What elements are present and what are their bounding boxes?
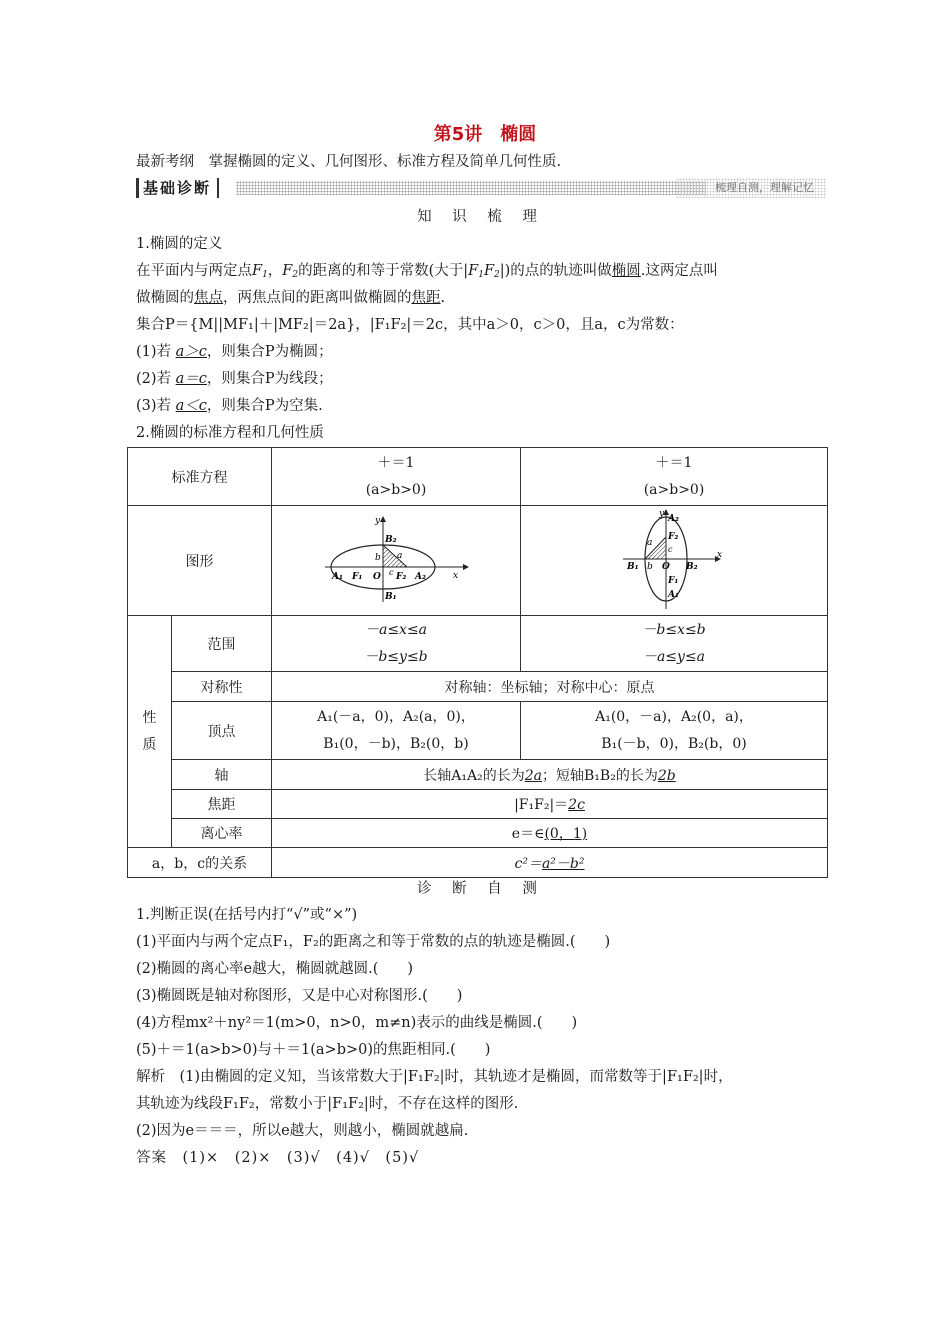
prop-char: 质 [142, 736, 157, 753]
focal-value [272, 790, 828, 819]
fig-label: c [389, 567, 394, 577]
range-value: －a≤y≤a [642, 648, 706, 665]
row-focal [128, 790, 828, 819]
range-value: －a≤x≤a [364, 621, 428, 638]
vertex-value: A₁(－a，0)，A₂(a，0)， [317, 708, 475, 725]
case-cond: a＝c [175, 371, 207, 387]
focal-text: |F₁F₂|＝ [514, 797, 569, 813]
range-value: －b≤y≤b [364, 648, 428, 665]
std-col2 [521, 448, 828, 506]
vertical-ellipse-figure [619, 507, 729, 611]
section1-heading: 1.椭圆的定义 [136, 236, 223, 252]
fig-label: a [647, 537, 653, 548]
axis-text: ；短轴B₁B₂的长为 [542, 767, 658, 784]
row-axis [128, 760, 828, 790]
horizontal-ellipse-figure [321, 514, 471, 604]
definition-line-1: 在平面内与两定点$F_1$，$F_2$的距离的和等于常数(大于$|F_1F_2|$)的点的轨迹叫做椭圆.这两定点叫 [136, 263, 718, 280]
section-banner [136, 178, 826, 198]
sym-value: 对称轴：坐标轴；对称中心：原点 [272, 672, 828, 702]
std-col1 [272, 448, 521, 506]
axis-long: 2a [524, 767, 543, 784]
jiexi-line: 解析 (1)由椭圆的定义知，当该常数大于|F₁F₂|时，其轨迹才是椭圆，而常数等于|F₁F₂|时， [136, 1069, 733, 1085]
x-arrow [463, 564, 469, 570]
answer-line: 答案 (1)× (2)× (3)√ (4)√ (5)√ [136, 1150, 420, 1166]
fig-label: A₁ [668, 589, 679, 600]
vertex-value: B₁(0，－b)，B₂(0，b) [323, 735, 469, 752]
fig-label: x [717, 549, 723, 560]
case-cond: a＜c [175, 398, 207, 414]
fig-label: B₁ [385, 591, 397, 602]
q1-item: (3)椭圆既是轴对称图形，又是中心对称图形.( ) [136, 988, 463, 1004]
row-relation [128, 848, 828, 878]
row-standard-equation [128, 448, 828, 506]
row-symmetry [128, 672, 828, 702]
vertex-value: A₁(0，－a)，A₂(0，a)， [595, 708, 753, 725]
properties-table [127, 447, 828, 878]
graph-vertical-cell [521, 506, 828, 616]
fig-label: y [375, 515, 381, 526]
hatched-triangle [383, 545, 407, 567]
fig-label: A₂ [668, 513, 679, 524]
row-eccentricity [128, 819, 828, 848]
axis-value [272, 760, 828, 790]
graph-horizontal-cell [272, 506, 521, 616]
q1-item: (4)方程mx²＋ny²＝1(m>0，n>0，m≠n)表示的曲线是椭圆.( ) [136, 1015, 578, 1031]
fig-label: F₂ [396, 571, 407, 582]
f1-symbol: $F_1$ [252, 263, 268, 280]
definition-line-2: 做椭圆的焦点，两焦点间的距离叫做椭圆的焦距. [136, 290, 446, 306]
sym-label: 对称性 [172, 672, 272, 702]
prop-char: 性 [142, 709, 157, 726]
rel-value [272, 848, 828, 878]
case-cond: a＞c [175, 344, 207, 360]
zhenduan-heading: 诊 断 自 测 [417, 881, 545, 897]
kaogang-line [136, 150, 826, 174]
std-label: 标准方程 [128, 448, 272, 506]
axis-short: 2b [657, 767, 676, 784]
vertex-col1 [272, 702, 521, 760]
fig-label: x [453, 570, 459, 581]
fig-label: B₂ [385, 534, 397, 545]
banner-tag: 基础诊断 [136, 178, 219, 198]
vertex-col2 [521, 702, 828, 760]
f2-symbol: $F_2$ [282, 263, 299, 280]
row-range [128, 616, 828, 672]
case-2 [136, 366, 826, 393]
fig-label: A₁ [332, 571, 343, 582]
case-post: ，则集合P为线段； [206, 371, 333, 387]
fig-label: c [668, 544, 673, 554]
term-focal-distance: 焦距 [411, 290, 441, 306]
vertex-label: 顶点 [172, 702, 272, 760]
case-post: ，则集合P为椭圆； [206, 344, 333, 360]
case-3 [136, 393, 826, 420]
zhishi-heading: 知 识 梳 理 [417, 209, 545, 225]
axis-text: 长轴A₁A₂的长为 [423, 767, 525, 784]
std-cond: (a>b>0) [365, 481, 427, 498]
fig-label: F₁ [352, 571, 363, 582]
row-vertex [128, 702, 828, 760]
section2-heading: 2.椭圆的标准方程和几何性质 [136, 425, 324, 441]
ecc-text: e＝∈ [511, 826, 545, 842]
std-eq: ＋＝1 [377, 454, 415, 471]
banner-dots [236, 181, 706, 195]
std-cond: (a>b>0) [643, 481, 705, 498]
banner-right-text: 梳理自测，理解记忆 [676, 178, 826, 198]
case-pre: (2)若 [136, 371, 176, 387]
q1-heading: 1.判断正误(在括号内打“√”或“×”) [136, 907, 358, 923]
f1f2-symbol: $F_1F_2$ [468, 263, 500, 280]
fig-label: b [375, 552, 381, 563]
ecc-value [272, 819, 828, 848]
def-text: .这两定点叫 [640, 263, 718, 279]
fig-label: O [373, 571, 381, 582]
set-definition: 集合P＝{M||MF₁|＋|MF₂|＝2a}，|F₁F₂|＝2c，其中a＞0，c＞0，且a，c为常数： [136, 317, 684, 333]
row-graph [128, 506, 828, 616]
graph-label: 图形 [128, 506, 272, 616]
term-focus: 焦点 [194, 290, 223, 306]
def-text: 做椭圆的 [136, 290, 194, 306]
y-arrow [380, 516, 386, 522]
std-eq: ＋＝1 [655, 454, 693, 471]
ecc-label: 离心率 [172, 819, 272, 848]
def-text: ，两焦点间的距离叫做椭圆的 [223, 290, 412, 306]
vertex-value: B₁(－b，0)，B₂(b，0) [601, 735, 747, 752]
jiexi-line: 其轨迹为线段F₁F₂，常数小于|F₁F₂|时，不存在这样的图形. [136, 1096, 519, 1112]
fig-label: a [397, 550, 403, 561]
fig-label: F₂ [668, 531, 679, 542]
range-col1 [272, 616, 521, 672]
document-page [136, 120, 826, 1172]
fig-label: A₂ [415, 571, 426, 582]
q1-item: (5)＋＝1(a>b>0)与＋＝1(a>b>0)的焦距相同.( ) [136, 1042, 491, 1058]
axis-label: 轴 [172, 760, 272, 790]
focal-label: 焦距 [172, 790, 272, 819]
case-post: ，则集合P为空集. [206, 398, 323, 414]
def-text: 在平面内与两定点 [136, 263, 252, 279]
focal-answer: 2c [568, 797, 585, 813]
def-text: 的距离的和等于常数(大于| [298, 263, 469, 279]
ecc-answer: (0，1) [544, 826, 588, 842]
q1-item: (2)椭圆的离心率e越大，椭圆就越圆.( ) [136, 961, 414, 977]
jiexi-line: (2)因为e＝＝＝，所以e越大，则越小，椭圆就越扁. [136, 1123, 469, 1139]
fig-label: B₁ [627, 561, 639, 572]
case-1 [136, 339, 826, 366]
q1-item: (1)平面内与两个定点F₁，F₂的距离之和等于常数的点的轨迹是椭圆.( ) [136, 934, 611, 950]
def-text: |)的点的轨迹叫做 [499, 263, 612, 279]
term-ellipse: 椭圆 [611, 263, 641, 279]
fig-label: y [659, 508, 665, 519]
fig-label: b [647, 561, 653, 572]
page-title: 第5讲 椭圆 [433, 124, 537, 145]
kaogang-label: 最新考纲 [136, 154, 194, 170]
range-label: 范围 [172, 616, 272, 672]
range-col2 [521, 616, 828, 672]
case-pre: (1)若 [136, 344, 176, 360]
prop-label [128, 616, 172, 848]
fig-label: B₂ [686, 561, 698, 572]
rel-answer: a²－b² [541, 855, 585, 872]
fig-label: O [662, 561, 670, 572]
rel-text: c²＝ [514, 855, 542, 872]
fig-label: F₁ [668, 575, 679, 586]
rel-label: a，b，c的关系 [128, 848, 272, 878]
case-pre: (3)若 [136, 398, 176, 414]
range-value: －b≤x≤b [642, 621, 706, 638]
kaogang-text: 掌握椭圆的定义、几何图形、标准方程及简单几何性质. [208, 154, 562, 170]
